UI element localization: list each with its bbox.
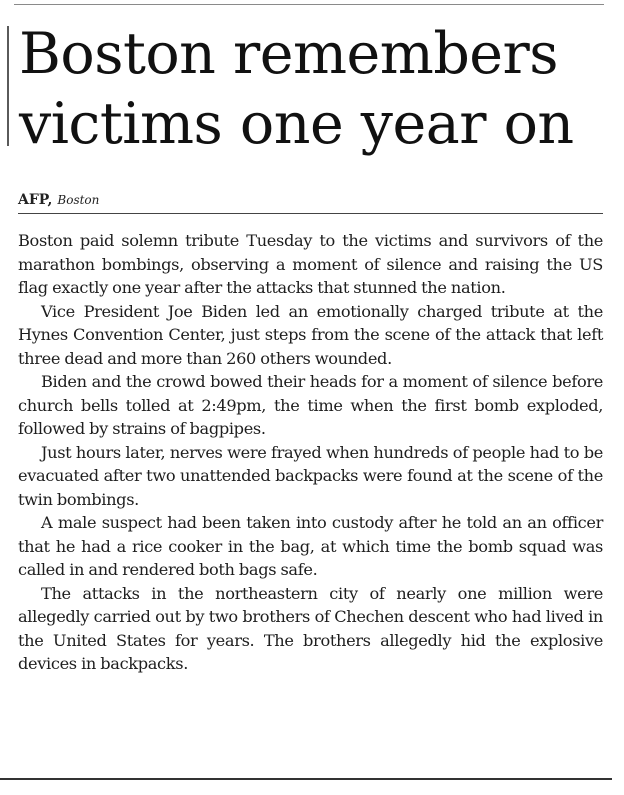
top-rule bbox=[14, 4, 604, 5]
bottom-rule bbox=[0, 778, 612, 780]
paragraph: Biden and the crowd bowed their heads for a moment of silence before church bells tolled at 2:49pm, the time when the first bomb exploded, followed by strains of bagpipes. bbox=[18, 372, 603, 438]
byline-dateline: Boston bbox=[57, 193, 100, 207]
paragraph: Boston paid solemn tribute Tuesday to the victims and survivors of the marathon bombings, observing a moment of silence and raising the US flag exactly one year after the attacks that stunned the nation. bbox=[18, 231, 603, 297]
byline bbox=[18, 191, 99, 209]
byline-rule bbox=[18, 213, 603, 214]
byline-agency: AFP, bbox=[18, 192, 53, 208]
paragraph: Just hours later, nerves were frayed when hundreds of people had to be evacuated after two unattended backpacks were found at the scene of the twin bombings. bbox=[18, 442, 603, 509]
column-rule bbox=[7, 26, 9, 146]
headline: Boston remembers victims one year on bbox=[19, 21, 574, 157]
paragraph: Vice President Joe Biden led an emotionally charged tribute at the Hynes Convention Center, just steps from the scene of the attack that left three dead and more than 260 others wounded. bbox=[18, 301, 603, 368]
paragraph: The attacks in the northeastern city of nearly one million were allegedly carried out by two brothers of Chechen descent who had lived in the United States for years. The brothers allegedly hid the explosive devices in backpacks. bbox=[18, 583, 603, 673]
article-body bbox=[18, 229, 603, 676]
paragraph: A male suspect had been taken into custody after he told an an officer that he had a rice cooker in the bag, at which time the bomb squad was called in and rendered both bags safe. bbox=[18, 513, 603, 579]
